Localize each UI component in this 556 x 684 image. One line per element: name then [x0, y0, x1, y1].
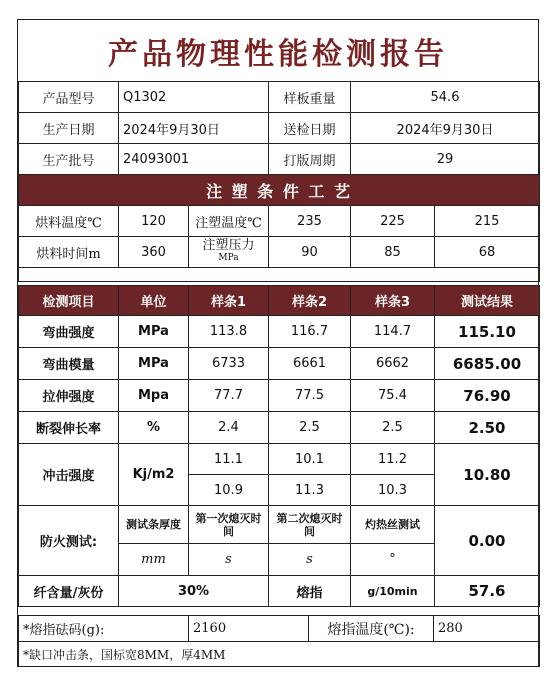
process-heading: 注 塑 条 件 工 艺: [19, 175, 540, 206]
table-row: [19, 380, 540, 412]
fiber-label: 纤含量/灰份: [19, 576, 119, 607]
report-sheet: [17, 19, 539, 667]
fire-h1: 测试条厚度: [119, 506, 189, 544]
row-item: 拉伸强度: [19, 380, 119, 412]
tests-table: [18, 285, 540, 607]
fire-v3: s: [269, 544, 351, 576]
fire-v4: °: [351, 544, 435, 576]
row-item: 断裂伸长率: [19, 412, 119, 444]
impact-r1-s1: 11.1: [189, 444, 269, 475]
impact-r2-s1: 10.9: [189, 475, 269, 506]
row-s2: 6661: [269, 348, 351, 380]
fire-item: 防火测试:: [19, 506, 119, 576]
table-row: [19, 348, 540, 380]
model-label: 产品型号: [19, 82, 119, 113]
table-row: [19, 412, 540, 444]
header-item: 检测项目: [19, 286, 119, 316]
melt-label: 熔指: [269, 576, 351, 607]
inj-press-unit: MPa: [218, 253, 239, 263]
model-value: Q1302: [119, 82, 269, 113]
dry-temp-label: 烘料温度℃: [19, 206, 119, 237]
batch-label: 生产批号: [19, 144, 119, 175]
info-table: [18, 81, 540, 175]
cycle-label: 打版周期: [269, 144, 351, 175]
row-unit: Mpa: [119, 380, 189, 412]
impact-r2-s2: 11.3: [269, 475, 351, 506]
header-result: 测试结果: [435, 286, 540, 316]
inj-temp-3: 215: [435, 206, 540, 237]
row-s1: 2.4: [189, 412, 269, 444]
header-sample3: 样条3: [351, 286, 435, 316]
inj-press-2: 85: [351, 237, 435, 268]
row-unit: MPa: [119, 348, 189, 380]
row-s2: 116.7: [269, 316, 351, 348]
row-s1: 6733: [189, 348, 269, 380]
row-result: 2.50: [435, 412, 540, 444]
row-result: 6685.00: [435, 348, 540, 380]
impact-unit: Kj/m2: [119, 444, 189, 506]
header-sample1: 样条1: [189, 286, 269, 316]
inj-press-label-cell: [189, 237, 269, 268]
inj-temp-label: 注塑温度℃: [189, 206, 269, 237]
footer-table: [18, 615, 540, 667]
row-s3: 75.4: [351, 380, 435, 412]
weight-label: 样板重量: [269, 82, 351, 113]
fire-v2: s: [189, 544, 269, 576]
dry-temp-value: 120: [119, 206, 189, 237]
melt-value: 57.6: [435, 576, 540, 607]
spacer-row: [19, 268, 540, 282]
inj-press-3: 68: [435, 237, 540, 268]
fire-h3: 第二次熄灭时间: [269, 506, 351, 544]
report-title: 产品物理性能检测报告: [18, 20, 538, 82]
impact-item: 冲击强度: [19, 444, 119, 506]
melt-temp-value: 280: [434, 616, 540, 642]
impact-r2-s3: 10.3: [351, 475, 435, 506]
row-s3: 2.5: [351, 412, 435, 444]
weight-value: 2160: [189, 616, 309, 642]
fire-h2: 第一次熄灭时间: [189, 506, 269, 544]
prod-date-label: 生产日期: [19, 113, 119, 144]
test-date-label: 送检日期: [269, 113, 351, 144]
row-s2: 77.5: [269, 380, 351, 412]
fire-v1: mm: [119, 544, 189, 576]
fire-h4: 灼热丝测试: [351, 506, 435, 544]
footer-note: *缺口冲击条，国标宽8MM，厚4MM: [19, 642, 540, 667]
header-unit: 单位: [119, 286, 189, 316]
row-s1: 77.7: [189, 380, 269, 412]
inj-press-1: 90: [269, 237, 351, 268]
row-s2: 2.5: [269, 412, 351, 444]
fiber-value: 30%: [119, 576, 269, 607]
dry-time-label: 烘料时间m: [19, 237, 119, 268]
row-unit: %: [119, 412, 189, 444]
prod-date-value: 2024年9月30日: [119, 113, 269, 144]
table-row: [19, 316, 540, 348]
cycle-value: 29: [351, 144, 540, 175]
melt-unit: g/10min: [351, 576, 435, 607]
inj-temp-2: 225: [351, 206, 435, 237]
batch-value: 24093001: [119, 144, 269, 175]
weight-value: 54.6: [351, 82, 540, 113]
row-result: 115.10: [435, 316, 540, 348]
row-s3: 6662: [351, 348, 435, 380]
melt-temp-label: 熔指温度(℃):: [309, 616, 434, 642]
impact-r1-s3: 11.2: [351, 444, 435, 475]
test-date-value: 2024年9月30日: [351, 113, 540, 144]
row-item: 弯曲模量: [19, 348, 119, 380]
row-s1: 113.8: [189, 316, 269, 348]
process-table: [18, 174, 540, 282]
row-s3: 114.7: [351, 316, 435, 348]
row-result: 76.90: [435, 380, 540, 412]
row-item: 弯曲强度: [19, 316, 119, 348]
inj-temp-1: 235: [269, 206, 351, 237]
impact-result: 10.80: [435, 444, 540, 506]
header-sample2: 样条2: [269, 286, 351, 316]
dry-time-value: 360: [119, 237, 189, 268]
row-unit: MPa: [119, 316, 189, 348]
fire-result: 0.00: [435, 506, 540, 576]
impact-r1-s2: 10.1: [269, 444, 351, 475]
weight-label: *熔指砝码(g):: [19, 616, 189, 642]
inj-press-label: 注塑压力: [202, 238, 255, 253]
